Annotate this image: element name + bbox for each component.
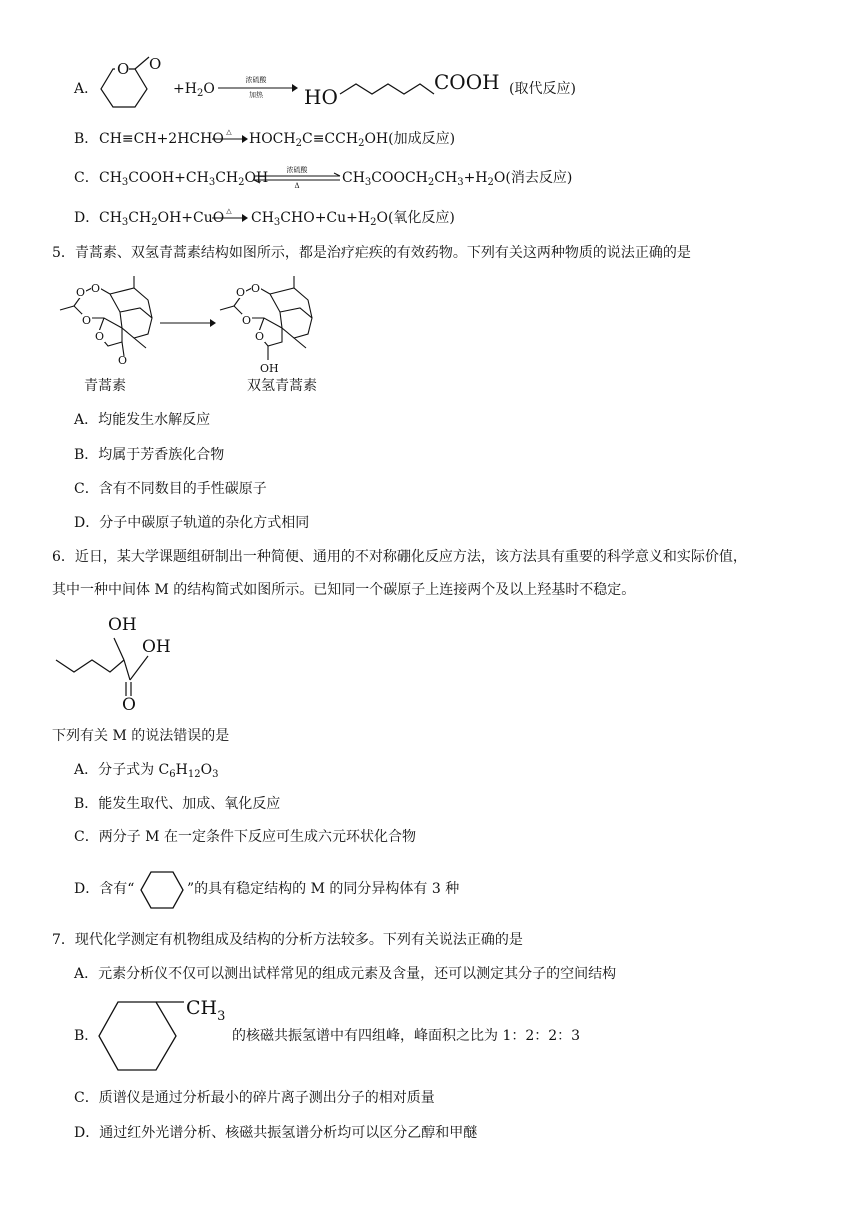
q4-b-cond: △: [226, 128, 232, 136]
svg-text:O: O: [118, 354, 128, 367]
q4-b-reactants: CH≡CH+2HCHO: [99, 131, 224, 147]
svg-text:O: O: [251, 282, 261, 295]
q4-option-c-label: C．: [74, 170, 99, 186]
reaction-arrow: [212, 213, 248, 223]
hydroxyl-right: OH: [142, 637, 171, 657]
svg-text:O: O: [255, 330, 265, 343]
q4-a-cond-bottom: 加热: [249, 91, 263, 99]
svg-text:O: O: [236, 286, 246, 299]
q7-option-c: C．质谱仪是通过分析最小的碎片离子测出分子的相对质量: [74, 1090, 435, 1106]
q4-d-reactants: $CH_3CH_2OH+CuO$: [99, 210, 225, 228]
lactone-carbonyl-oxygen: O: [149, 55, 162, 73]
q6-option-a: A．分子式为 $C_6H_{12}O_3$: [74, 762, 219, 780]
dihydroartemisinin-structure: [212, 272, 332, 376]
q4-option-a-label: A．: [74, 81, 99, 97]
transform-arrow: [160, 318, 216, 328]
hydroxy-acid-structure: [300, 62, 505, 112]
q4-a-reaction-type: (取代反应): [509, 81, 576, 97]
q5-option-b: B．均属于芳香族化合物: [74, 447, 225, 463]
hydroxyl-label: HO: [304, 85, 338, 109]
q4-c-products: $CH_3COOCH_2CH_3+H_2O$(消去反应): [342, 170, 573, 188]
q5-stem: 5．青蒿素、双氢青蒿素结构如图所示，都是治疗疟疾的有效药物。下列有关这两种物质的说法正确的是: [52, 245, 691, 261]
q4-b-products: $HOCH_2C\equiv CCH_2OH$(加成反应): [249, 131, 456, 149]
q7-option-d: D．通过红外光谱分析、核磁共振氢谱分析均可以区分乙醇和甲醚: [74, 1125, 478, 1141]
reaction-arrow: [212, 134, 248, 144]
q6-option-c: C．两分子 M 在一定条件下反应可生成六元环状化合物: [74, 829, 416, 845]
svg-text:O: O: [91, 282, 101, 295]
q4-d-products: $CH_3CHO+Cu+H_2O$(氧化反应): [251, 210, 455, 228]
q6-question: 下列有关 M 的说法错误的是: [52, 728, 230, 744]
carbonyl-oxygen: O: [122, 695, 136, 715]
svg-text:O: O: [95, 330, 105, 343]
svg-text:O: O: [82, 314, 92, 327]
artemisinin-structure: [52, 272, 172, 367]
q5-option-d: D．分子中碳原子轨道的杂化方式相同: [74, 515, 310, 531]
svg-text:O: O: [76, 286, 86, 299]
q4-d-cond: △: [226, 207, 232, 215]
q7-stem: 7．现代化学测定有机物组成及结构的分析方法较多。下列有关说法正确的是: [52, 932, 523, 948]
cyclohexane-ring-icon: [140, 870, 184, 910]
artemisinin-label: 青蒿素: [84, 378, 126, 394]
q4-c-cond-bottom: Δ: [294, 182, 300, 190]
q4-a-plus-water: $+H_2O$: [173, 81, 215, 99]
q4-option-b-label: B．: [74, 131, 99, 147]
q4-c-reactants: $CH_3COOH+CH_3CH_2OH$: [99, 170, 269, 188]
q6-option-d-prefix: D．含有“: [74, 881, 135, 897]
q4-option-d-label: D．: [74, 210, 100, 226]
q5-option-a: A．均能发生水解反应: [74, 412, 211, 428]
q6-option-b: B．能发生取代、加成、氧化反应: [74, 796, 281, 812]
q6-option-d-text: ”的具有稳定结构的 M 的同分异构体有 3 种: [187, 881, 460, 897]
compound-m-structure: [52, 612, 182, 715]
q7-option-b-text: 的核磁共振氢谱中有四组峰，峰面积之比为 1：2：2：3: [232, 1028, 581, 1044]
dihydroartemisinin-label: 双氢青蒿素: [247, 378, 317, 394]
q5-option-c: C．含有不同数目的手性碳原子: [74, 481, 267, 497]
reaction-arrow: [218, 83, 298, 93]
hydroxyl-top: OH: [108, 615, 137, 635]
hydroxyl-label: OH: [260, 362, 279, 375]
q6-stem-line2: 其中一种中间体 M 的结构简式如图所示。已知同一个碳原子上连接两个及以上羟基时不稳定。: [52, 582, 636, 598]
q6-stem-line1: 6．近日，某大学课题组研制出一种简便、通用的不对称硼化反应方法，该方法具有重要的科学意义和实际价值，: [52, 549, 747, 565]
carboxyl-label: COOH: [434, 70, 500, 94]
q4-a-cond-top: 浓硫酸: [245, 76, 267, 84]
methyl-label: $CH_3$: [186, 997, 226, 1024]
q7-option-a: A．元素分析仪不仅可以测出试样常见的组成元素及含量，还可以测定其分子的空间结构: [74, 966, 617, 982]
equilibrium-arrow: [254, 173, 342, 183]
svg-text:O: O: [242, 314, 252, 327]
q7-option-b-label: B．: [74, 1028, 99, 1044]
lactone-ring-oxygen: O: [117, 60, 130, 78]
methylcyclohexane-structure: [98, 998, 228, 1078]
q4-c-cond-top: 浓硫酸: [286, 166, 308, 174]
lactone-structure: [95, 55, 165, 115]
